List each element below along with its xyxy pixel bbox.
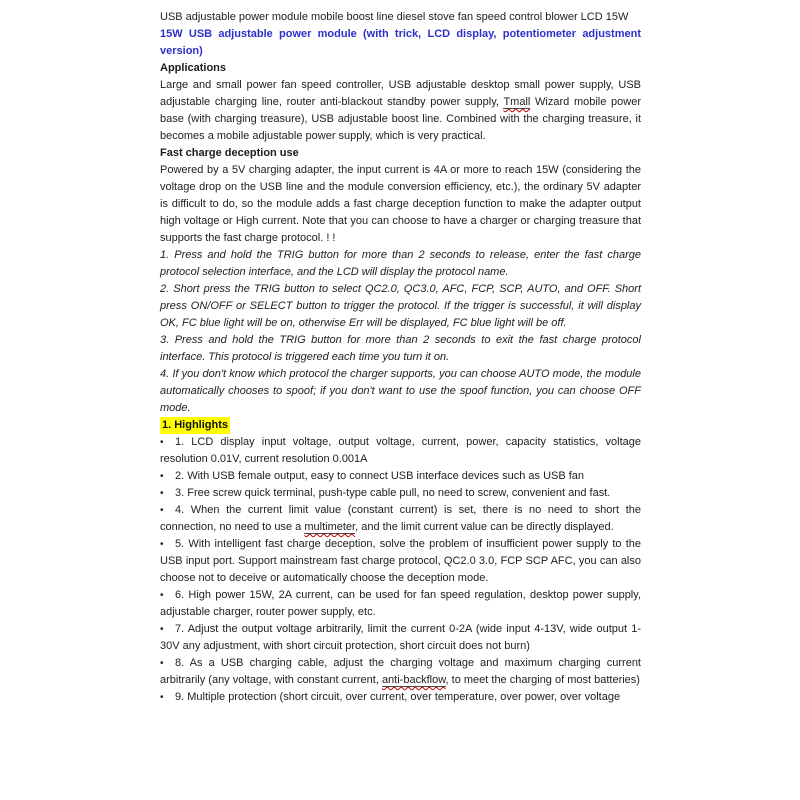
fast-charge-step: 2. Short press the TRIG button to select QC2.0, QC3.0, AFC, FCP, SCP, AUTO, and OFF. Short press ON/OFF or SELECT button to trigger the protocol. If the trigger is successful, it will display OK, FC blue light will be on, otherwise Err will be displayed, FC blue light will be off. [160,283,641,329]
highlight-item-3 [160,485,641,502]
applications-text-post: Wizard mobile power base (with charging treasure), USB adjustable boost line. Combined with the charging treasure, it becomes a mobile adjustable power supply, which is very practical. [160,96,641,142]
bullet-icon: • [160,505,164,516]
document-body [160,9,641,706]
bullet-icon: • [160,539,164,550]
spellcheck-word-tmall: Tmall [503,96,531,108]
highlight-item-text: 3. Free screw quick terminal, push-type cable pull, no need to screw, convenient and fast. [175,487,611,499]
highlight-item-6 [160,587,641,621]
highlight-item-4 [160,502,641,536]
highlight-item-1 [160,434,641,468]
highlight-item-text: 9. Multiple protection (short circuit, over current, over temperature, over power, over voltage [175,691,621,703]
fast-charge-heading: Fast charge deception use [160,147,299,159]
fast-charge-step: 1. Press and hold the TRIG button for more than 2 seconds to release, enter the fast charge protocol selection interface, and the LCD will display the protocol name. [160,249,641,278]
applications-heading: Applications [160,62,227,74]
bullet-icon: • [160,488,164,499]
bullet-icon: • [160,658,164,669]
highlight-item-post: , and the limit current value can be directly displayed. [355,521,614,533]
fast-charge-step: 4. If you don't know which protocol the charger supports, you can choose AUTO mode, the module automatically chooses to spoof; if you don't want to use the spoof function, you can choose OFF mode. [160,368,641,414]
highlight-item-text: 8. As a USB charging cable, adjust the charging voltage and maximum charging current arbitrarily (any voltage, with constant current, [160,657,641,686]
applications-paragraph [160,77,641,145]
highlight-item-2 [160,468,641,485]
bullet-icon: • [160,437,164,448]
highlights-heading-row [160,417,641,434]
bullet-icon: • [160,471,164,482]
highlight-item-8 [160,655,641,689]
fast-charge-paragraph: Powered by a 5V charging adapter, the input current is 4A or more to reach 15W (considering the voltage drop on the USB line and the module conversion efficiency, etc.), the ordinary 5V adapter is difficult to do, so the module adds a fast charge deception function to make the adapter output high voltage or High current. Note that you can choose to have a charger or charging treasure that supports the fast charge protocol. ! ! [160,164,641,244]
spellcheck-word-multimeter: multimeter [304,521,356,533]
bullet-icon: • [160,692,164,703]
highlight-item-text: 6. High power 15W, 2A current, can be used for fan speed regulation, desktop power supply, adjustable charger, router power supply, etc. [160,589,641,618]
highlight-item-7 [160,621,641,655]
highlight-item-text: 4. When the current limit value (constant current) is set, there is no need to short the connection, no need to use a [160,504,641,533]
highlight-item-text: 1. LCD display input voltage, output voltage, current, power, capacity statistics, voltage resolution 0.01V, current resolution 0.001A [160,436,641,465]
bullet-icon: • [160,624,164,635]
highlight-item-post: , to meet the charging of most batteries) [445,674,640,686]
fast-charge-step: 3. Press and hold the TRIG button for more than 2 seconds to exit the fast charge protocol interface. This protocol is triggered each time you turn it on. [160,334,641,363]
page-title: USB adjustable power module mobile boost line diesel stove fan speed control blower LCD 15W [160,11,629,23]
highlight-item-text: 7. Adjust the output voltage arbitrarily, limit the current 0-2A (wide input 4-13V, wide output 1-30V any adjustment, with short circuit protection, short circuit does not burn) [160,623,641,652]
applications-text-pre: Large and small power fan speed controller, USB adjustable desktop small power supply, USB adjustable charging line, router anti-blackout standby power supply, [160,79,641,108]
highlight-item-text: 5. With intelligent fast charge deception, solve the problem of insufficient power supply to the USB input port. Support mainstream fast charge protocol, QC2.0 3.0, FCP SCP AFC, you can also choose not to deceive or automatically choose the deception mode. [160,538,641,584]
highlight-item-text: 2. With USB female output, easy to connect USB interface devices such as USB fan [175,470,585,482]
highlight-item-5 [160,536,641,587]
product-subtitle: 15W USB adjustable power module (with trick, LCD display, potentiometer adjustment version) [160,28,641,57]
highlights-heading: 1. Highlights [160,417,230,434]
highlight-item-9 [160,689,641,706]
bullet-icon: • [160,590,164,601]
spellcheck-word-anti-backflow: anti-backflow [381,674,446,686]
